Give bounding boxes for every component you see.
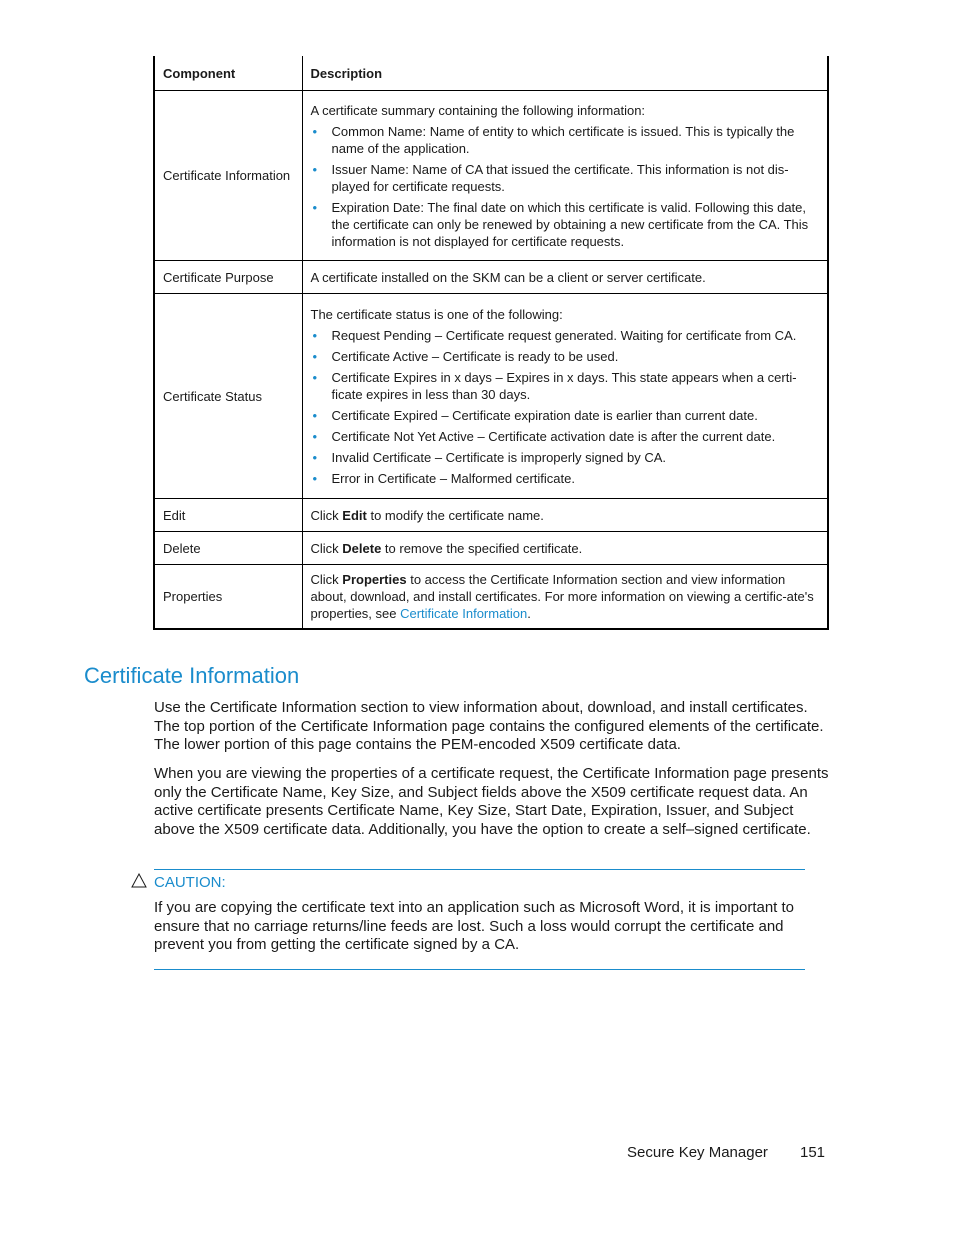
list-item: • Certificate Not Yet Active – Certificate activation date is after the current date. [311, 428, 820, 445]
component-description [302, 565, 828, 629]
description-intro: A certificate summary containing the following information: [310, 102, 646, 118]
description-text: Click [310, 540, 343, 556]
caution-bottom-rule [154, 969, 805, 970]
warning-triangle-icon [131, 873, 147, 888]
table-row [154, 532, 828, 565]
ui-term: Properties [342, 571, 407, 587]
certificate-information-link[interactable]: Certificate Information [400, 605, 528, 621]
list-item: • Request Pending – Certificate request generated. Waiting for certificate from CA. [311, 327, 820, 344]
table-row [154, 499, 828, 532]
component-table [153, 56, 829, 630]
description-text: Click [310, 571, 343, 587]
ui-term: Edit [342, 507, 367, 523]
list-item: • Issuer Name: Name of CA that issued the certificate. This information is not dis-played for certificate requests. [311, 161, 820, 195]
column-header-component: Component [154, 56, 302, 91]
component-name: Delete [154, 532, 302, 565]
caution-label: CAUTION: [154, 874, 226, 891]
component-description [302, 294, 828, 499]
table-row [154, 294, 828, 499]
footer-title: Secure Key Manager [627, 1144, 768, 1161]
description-text: to access the Certificate Information section and view information about, download, and install certificates. For more information on viewing a certific-ate's properties, see [310, 571, 814, 621]
ui-term: Delete [342, 540, 382, 556]
table-row [154, 565, 828, 629]
component-description [302, 532, 828, 565]
list-item: • Certificate Active – Certificate is ready to be used. [311, 348, 820, 365]
description-text: to modify the certificate name. [366, 507, 544, 523]
body-paragraph: Use the Certificate Information section to view information about, download, and install certificates. The top portion of the Certificate Information page contains the configured elements of the certificate. The lower portion of this page contains the PEM-encoded X509 certificate data. [154, 699, 824, 753]
component-name: Properties [154, 565, 302, 629]
component-name: Edit [154, 499, 302, 532]
table-row [154, 91, 828, 261]
caution-text: If you are copying the certificate text into an application such as Microsoft Word, it is important to ensure that no carriage returns/line feeds are lost. Such a loss would corrupt the certificate and prevent you from getting the certificate signed by a CA. [154, 899, 795, 953]
list-item: • Certificate Expires in x days – Expires in x days. This state appears when a certi-ficate expires in less than 30 days. [311, 369, 820, 403]
component-description: A certificate installed on the SKM can be a client or server certificate. [302, 261, 828, 294]
list-item: • Invalid Certificate – Certificate is improperly signed by CA. [311, 449, 820, 466]
list-item: • Common Name: Name of entity to which certificate is issued. This is typically the name of the application. [311, 123, 820, 157]
table-header-row [154, 56, 828, 91]
body-paragraph: When you are viewing the properties of a certificate request, the Certificate Information page presents only the Certificate Name, Key Size, and Subject fields above the X509 certificate request data. An active certificate presents Certificate Name, Key Size, Start Date, Expiration, Issuer, and Subject above the X509 certificate data. Additionally, you have the option to create a self–signed certificate. [154, 765, 829, 838]
component-name: Certificate Status [154, 294, 302, 499]
list-item: • Error in Certificate – Malformed certificate. [311, 470, 820, 487]
column-header-description: Description [302, 56, 828, 91]
description-text: . [527, 605, 531, 621]
component-description [302, 499, 828, 532]
description-text: Click [310, 507, 343, 523]
section-heading: Certificate Information [84, 663, 300, 688]
list-item: • Expiration Date: The final date on which this certificate is valid. Following this date, the certificate can only be renewed by obtaining a new certificate from the CA. This information is not displayed for certificate requests. [311, 199, 820, 250]
bullet-list [311, 327, 820, 487]
bullet-list [311, 123, 820, 250]
caution-top-rule [154, 869, 805, 870]
component-name: Certificate Purpose [154, 261, 302, 294]
component-name: Certificate Information [154, 91, 302, 261]
table-row [154, 261, 828, 294]
list-item: • Certificate Expired – Certificate expiration date is earlier than current date. [311, 407, 820, 424]
page-number: 151 [800, 1144, 826, 1161]
description-intro: The certificate status is one of the following: [310, 306, 563, 322]
component-description [302, 91, 828, 261]
description-text: to remove the specified certificate. [381, 540, 583, 556]
